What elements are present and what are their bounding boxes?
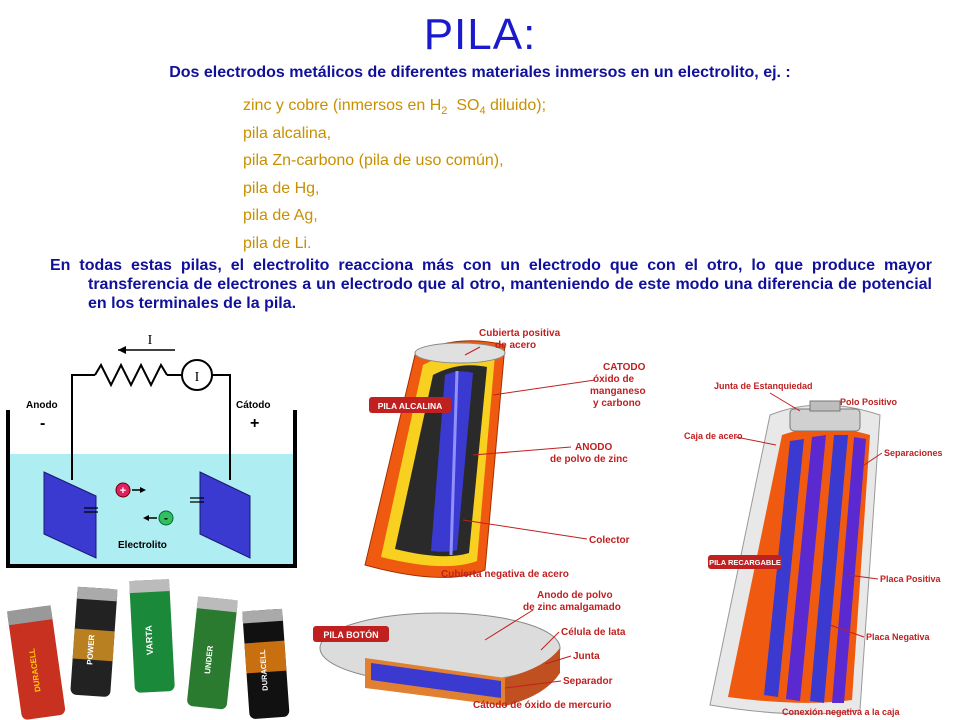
svg-text:-: -: [164, 511, 168, 525]
electrolyte-label: Electrolito: [118, 540, 167, 551]
button-battery-illustration: [305, 588, 690, 720]
explanation-paragraph: En todas estas pilas, el electrolito reacciona más con un electrodo que con el otro, lo que produce mayor transferencia de electrones a un electrodo que al otro, manteniendo de este modo una diferencia de potencial en los terminales de la pila.: [50, 257, 932, 312]
alkaline-battery-illustration: [345, 325, 690, 587]
list-item: pila Zn-carbono (pila de uso común),: [243, 152, 504, 169]
positive-cover-label: Cubierta positiva de acero: [479, 328, 561, 351]
svg-text:POWER: POWER: [85, 634, 97, 666]
cathode-label: CATODO óxido de manganeso y carbono: [590, 362, 646, 409]
cathode-label: Cátodo: [236, 400, 271, 411]
anode-sign: -: [40, 415, 46, 432]
svg-text:PILA BOTÓN: PILA BOTÓN: [323, 630, 379, 640]
svg-text:VARTA: VARTA: [143, 625, 156, 656]
page-title: PILA:: [423, 10, 537, 59]
list-item: pila alcalina,: [243, 124, 332, 142]
collector-label: Colector: [589, 535, 630, 546]
batteries-photo: [0, 570, 300, 720]
negative-connection-label: Conexión negativa a la caja: [782, 707, 900, 717]
negative-plate-label: Placa Negativa: [866, 632, 930, 642]
button-cathode-label: Cátodo de óxido de mercurio: [473, 700, 612, 711]
svg-text:+: +: [119, 485, 127, 497]
can-label: Célula de lata: [561, 627, 626, 638]
meter-label: I: [194, 370, 200, 385]
cathode-sign: +: [250, 415, 260, 432]
rechargeable-battery-illustration: [680, 375, 960, 720]
separators-label: Separaciones: [884, 448, 943, 458]
list-item: pila de Hg,: [243, 179, 320, 197]
intro-text: Dos electrodos metálicos de diferentes materiales inmersos en un electrolito, ej. :: [169, 64, 791, 81]
svg-text:DURACELL: DURACELL: [27, 647, 43, 693]
list-item: pila de Li.: [243, 234, 312, 252]
separator-label: Separador: [563, 676, 613, 687]
positive-plate-label: Placa Positiva: [880, 574, 941, 584]
negative-cover-label: Cubierta negativa de acero: [441, 569, 569, 580]
button-anode-label: Anodo de polvo de zinc amalgamado: [523, 590, 621, 613]
anode-label: Anodo: [26, 400, 58, 411]
svg-text:PILA RECARGABLE: PILA RECARGABLE: [709, 558, 781, 567]
svg-text:PILA ALCALINA: PILA ALCALINA: [377, 401, 443, 411]
cell-circuit-diagram: [0, 330, 305, 570]
current-label: I: [147, 333, 153, 348]
seal-label: Junta de Estanquiedad: [714, 381, 813, 391]
list-item: zinc y cobre (inmersos en $H_2$ $SO_4$ diluido);: [243, 97, 547, 118]
gasket-label: Junta: [573, 651, 600, 662]
anode-label: ANODO de polvo de zinc: [550, 442, 628, 465]
positive-pole-label: Polo Positivo: [840, 397, 898, 407]
examples-list: [243, 92, 546, 257]
list-item: pila de Ag,: [243, 207, 318, 224]
steel-box-label: Caja de acero: [684, 431, 743, 441]
svg-text:DURACELL: DURACELL: [257, 649, 270, 692]
svg-text:UNDER: UNDER: [203, 645, 215, 675]
